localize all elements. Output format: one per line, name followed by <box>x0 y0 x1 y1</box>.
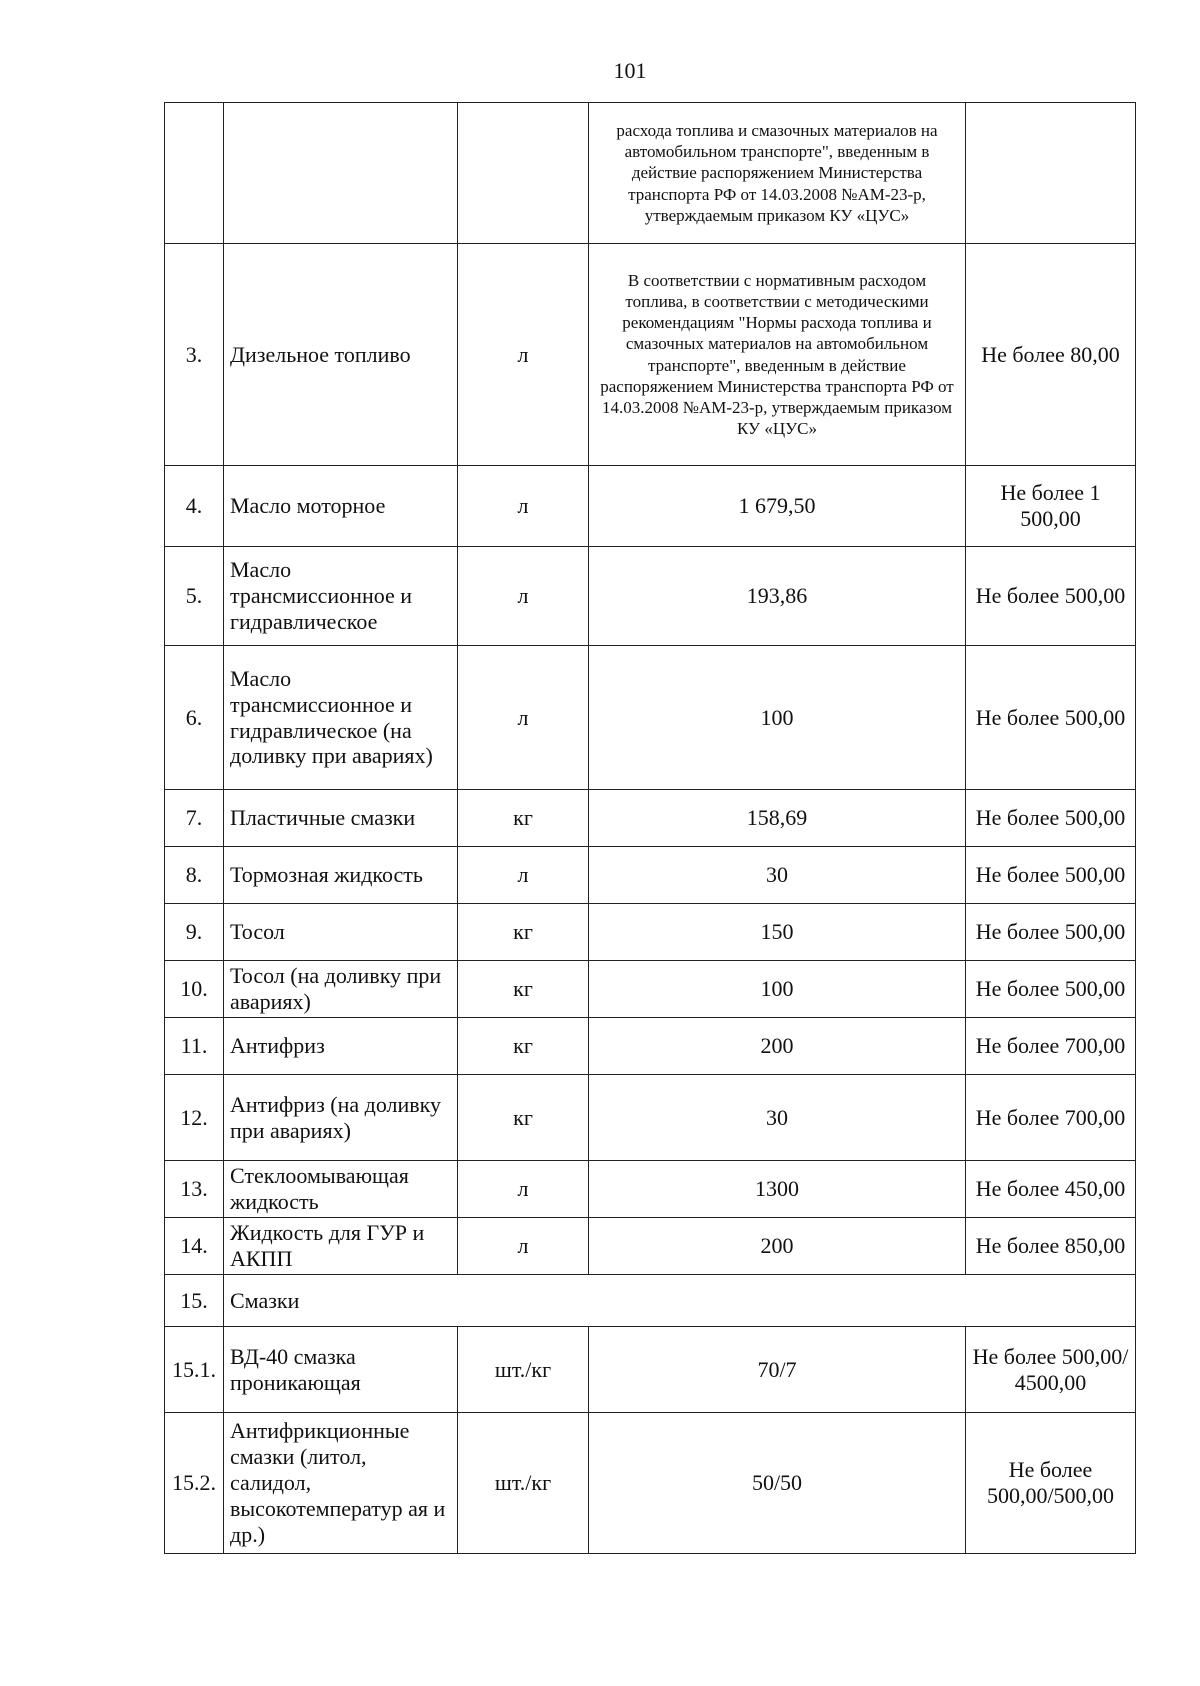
item-limit: Не более 80,00 <box>966 244 1136 466</box>
item-name: Масло трансмиссионное и гидравлическое (на доливку при авариях) <box>224 646 458 790</box>
item-name <box>224 103 458 244</box>
item-unit <box>458 103 589 244</box>
item-unit: л <box>458 1161 589 1218</box>
item-name: Антифриз <box>224 1018 458 1075</box>
row-number: 15.2. <box>165 1413 224 1554</box>
item-quantity: 150 <box>589 904 966 961</box>
table-row <box>165 547 1136 646</box>
item-limit: Не более 500,00 <box>966 847 1136 904</box>
row-number: 12. <box>165 1075 224 1161</box>
item-quantity: 200 <box>589 1218 966 1275</box>
item-quantity: 158,69 <box>589 790 966 847</box>
item-name: Антифрикционные смазки (литол, салидол, высокотемператур ая и др.) <box>224 1413 458 1554</box>
item-name: Тосол <box>224 904 458 961</box>
table-row <box>165 103 1136 244</box>
row-number: 13. <box>165 1161 224 1218</box>
item-quantity: 70/7 <box>589 1327 966 1413</box>
row-number: 15.1. <box>165 1327 224 1413</box>
item-limit: Не более 1 500,00 <box>966 466 1136 547</box>
item-unit: л <box>458 847 589 904</box>
item-quantity: 200 <box>589 1018 966 1075</box>
norms-table <box>164 102 1136 1554</box>
item-limit <box>966 103 1136 244</box>
item-unit: кг <box>458 1018 589 1075</box>
table-row <box>165 466 1136 547</box>
table-row <box>165 1018 1136 1075</box>
row-number: 8. <box>165 847 224 904</box>
item-unit: кг <box>458 961 589 1018</box>
section-row <box>165 1275 1136 1327</box>
table-row <box>165 1218 1136 1275</box>
item-quantity: расхода топлива и смазочных материалов на автомобильном транспорте", введенным в действие распоряжением Министерства транспорта РФ от 14.03.2008 №АМ-23-р, утверждаемым приказом КУ «ЦУС» <box>589 103 966 244</box>
section-title: Смазки <box>224 1275 1136 1327</box>
item-limit: Не более 500,00 <box>966 547 1136 646</box>
item-quantity: В соответствии с нормативным расходом топлива, в соответствии с методическими рекомендациям "Нормы расхода топлива и смазочных материалов на автомобильном транспорте", введенным в действие распоряжением Министерства транспорта РФ от 14.03.2008 №АМ-23-р, утверждаемым приказом КУ «ЦУС» <box>589 244 966 466</box>
row-number: 4. <box>165 466 224 547</box>
row-number: 5. <box>165 547 224 646</box>
table-row <box>165 790 1136 847</box>
item-unit: кг <box>458 1075 589 1161</box>
item-limit: Не более 850,00 <box>966 1218 1136 1275</box>
item-unit: л <box>458 646 589 790</box>
item-quantity: 100 <box>589 961 966 1018</box>
row-number: 14. <box>165 1218 224 1275</box>
item-name: Жидкость для ГУР и АКПП <box>224 1218 458 1275</box>
item-limit: Не более 500,00/ 4500,00 <box>966 1327 1136 1413</box>
row-number: 9. <box>165 904 224 961</box>
item-unit: л <box>458 1218 589 1275</box>
table-row <box>165 847 1136 904</box>
row-number: 11. <box>165 1018 224 1075</box>
row-number: 10. <box>165 961 224 1018</box>
row-number: 3. <box>165 244 224 466</box>
item-unit: кг <box>458 790 589 847</box>
table-row <box>165 646 1136 790</box>
item-name: Стеклоомывающая жидкость <box>224 1161 458 1218</box>
item-limit: Не более 500,00 <box>966 961 1136 1018</box>
item-name: Пластичные смазки <box>224 790 458 847</box>
item-quantity: 30 <box>589 847 966 904</box>
item-unit: л <box>458 466 589 547</box>
page-number: 101 <box>613 58 647 83</box>
table-row <box>165 1075 1136 1161</box>
table-row <box>165 904 1136 961</box>
item-quantity: 50/50 <box>589 1413 966 1554</box>
item-name: Дизельное топливо <box>224 244 458 466</box>
item-limit: Не более 500,00 <box>966 904 1136 961</box>
item-unit: л <box>458 547 589 646</box>
item-name: Тосол (на доливку при авариях) <box>224 961 458 1018</box>
item-name: Антифриз (на доливку при авариях) <box>224 1075 458 1161</box>
row-number: 15. <box>165 1275 224 1327</box>
item-limit: Не более 700,00 <box>966 1018 1136 1075</box>
item-unit: шт./кг <box>458 1413 589 1554</box>
table-row <box>165 244 1136 466</box>
item-unit: шт./кг <box>458 1327 589 1413</box>
item-quantity: 193,86 <box>589 547 966 646</box>
item-unit: кг <box>458 904 589 961</box>
item-quantity: 30 <box>589 1075 966 1161</box>
table-row <box>165 1161 1136 1218</box>
item-name: Масло моторное <box>224 466 458 547</box>
item-quantity: 1300 <box>589 1161 966 1218</box>
item-name: Тормозная жидкость <box>224 847 458 904</box>
item-limit: Не более 450,00 <box>966 1161 1136 1218</box>
row-number: 7. <box>165 790 224 847</box>
row-number: 6. <box>165 646 224 790</box>
item-name: ВД-40 смазка проникающая <box>224 1327 458 1413</box>
table-row <box>165 1327 1136 1413</box>
item-limit: Не более 500,00 <box>966 646 1136 790</box>
row-number <box>165 103 224 244</box>
item-limit: Не более 500,00/500,00 <box>966 1413 1136 1554</box>
item-quantity: 1 679,50 <box>589 466 966 547</box>
table-row <box>165 961 1136 1018</box>
item-unit: л <box>458 244 589 466</box>
item-name: Масло трансмиссионное и гидравлическое <box>224 547 458 646</box>
item-quantity: 100 <box>589 646 966 790</box>
item-limit: Не более 500,00 <box>966 790 1136 847</box>
item-limit: Не более 700,00 <box>966 1075 1136 1161</box>
table-row <box>165 1413 1136 1554</box>
